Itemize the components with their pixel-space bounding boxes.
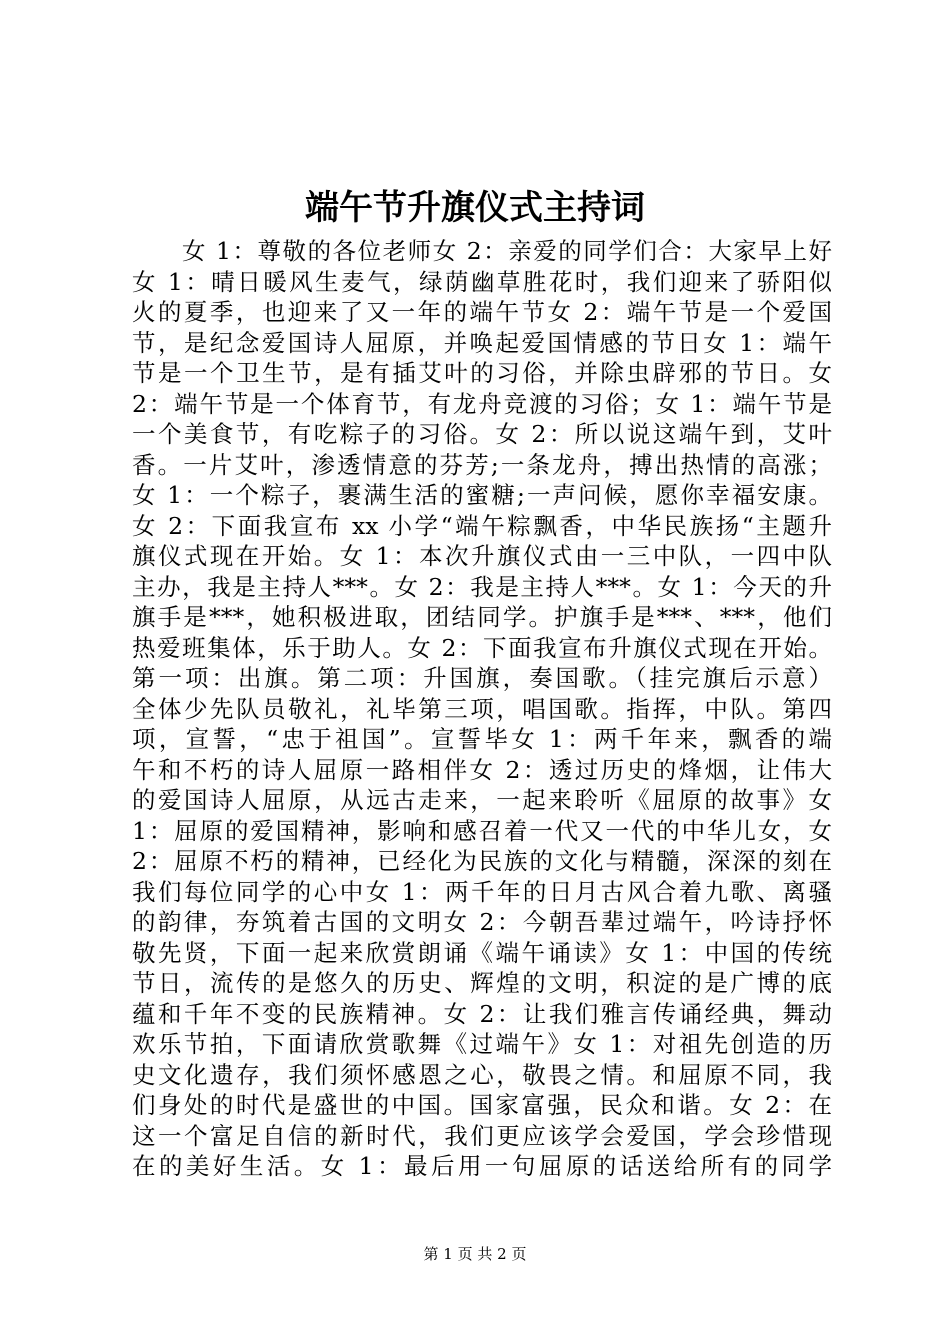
body-line: 们身处的时代是盛世的中国。国家富强，民众和谐。女 2：在 — [132, 1091, 832, 1119]
body-line: 节是一个卫生节，是有插艾叶的习俗，并除虫辟邪的节日。女 — [132, 359, 832, 387]
body-line: 一个美食节，有吃粽子的习俗。女 2：所以说这端午到，艾叶 — [132, 420, 832, 448]
body-line: 史文化遗存，我们须怀感恩之心，敬畏之情。和屈原不同，我 — [132, 1060, 832, 1089]
page-title: 端午节升旗仪式主持词 — [305, 188, 645, 228]
page-footer: 第 1 页 共 2 页 — [423, 1245, 527, 1263]
body-line: 全体少先队员敬礼，礼毕第三项，唱国歌。指挥，中队。第四 — [132, 694, 832, 723]
body-line: 项，宣誓，“忠于祖国”。宣誓毕女 1：两千年来，飘香的端 — [132, 725, 832, 753]
body-line: 1：屈原的爱国精神，影响和感召着一代又一代的中华儿女，女 — [132, 816, 832, 845]
body-line: 旗仪式现在开始。女 1：本次升旗仪式由一三中队，一四中队 — [132, 542, 832, 570]
body-line: 第一项：出旗。第二项：升国旗，奏国歌。（挂完旗后示意） — [132, 664, 832, 692]
body-line: 旗手是***，她积极进取，团结同学。护旗手是***、***，他们 — [132, 603, 832, 631]
body-line: 香。一片艾叶，渗透情意的芬芳;一条龙舟，搏出热情的高涨； — [132, 450, 832, 479]
body-line: 蕴和千年不变的民族精神。女 2：让我们雅言传诵经典，舞动 — [132, 999, 832, 1028]
body-line: 在的美好生活。女 1：最后用一句屈原的话送给所有的同学 — [132, 1152, 832, 1180]
body-line: 主办，我是主持人***。女 2：我是主持人***。女 1：今天的升 — [132, 572, 832, 601]
body-line: 热爱班集体，乐于助人。女 2：下面我宣布升旗仪式现在开始。 — [132, 633, 832, 662]
body-line: 的爱国诗人屈原，从远古走来，一起来聆听《屈原的故事》女 — [132, 786, 832, 814]
body-line: 欢乐节拍，下面请欣赏歌舞《过端午》女 1：对祖先创造的历 — [132, 1030, 832, 1058]
body-line: 火的夏季，也迎来了又一年的端午节女 2：端午节是一个爱国 — [132, 298, 832, 326]
body-line: 2：端午节是一个体育节，有龙舟竞渡的习俗；女 1：端午节是 — [132, 389, 832, 418]
body-line: 女 2：下面我宣布 xx 小学“端午粽飘香，中华民族扬“主题升 — [132, 511, 832, 540]
body-line: 敬先贤，下面一起来欣赏朗诵《端午诵读》女 1：中国的传统 — [132, 938, 832, 967]
body-line: 的韵律，夯筑着古国的文明女 2：今朝吾辈过端午，吟诗抒怀 — [132, 908, 832, 936]
body-line: 女 1：尊敬的各位老师女 2：亲爱的同学们合：大家早上好 — [182, 237, 832, 265]
body-line: 女 1：晴日暖风生麦气，绿荫幽草胜花时，我们迎来了骄阳似 — [132, 267, 832, 296]
body-line: 我们每位同学的心中女 1：两千年的日月古风合着九歌、离骚 — [132, 877, 832, 906]
body-text — [132, 236, 832, 1182]
body-line: 2：屈原不朽的精神，已经化为民族的文化与精髓，深深的刻在 — [132, 847, 832, 875]
body-line: 女 1：一个粽子，裹满生活的蜜糖;一声问候，愿你幸福安康。 — [132, 481, 832, 509]
body-line: 节，是纪念爱国诗人屈原，并唤起爱国情感的节日女 1：端午 — [132, 328, 832, 357]
body-line: 节日，流传的是悠久的历史、辉煌的文明，积淀的是广博的底 — [132, 969, 832, 997]
body-line: 这一个富足自信的新时代，我们更应该学会爱国，学会珍惜现 — [132, 1121, 832, 1150]
body-line: 午和不朽的诗人屈原一路相伴女 2：透过历史的烽烟，让伟大 — [132, 755, 832, 784]
